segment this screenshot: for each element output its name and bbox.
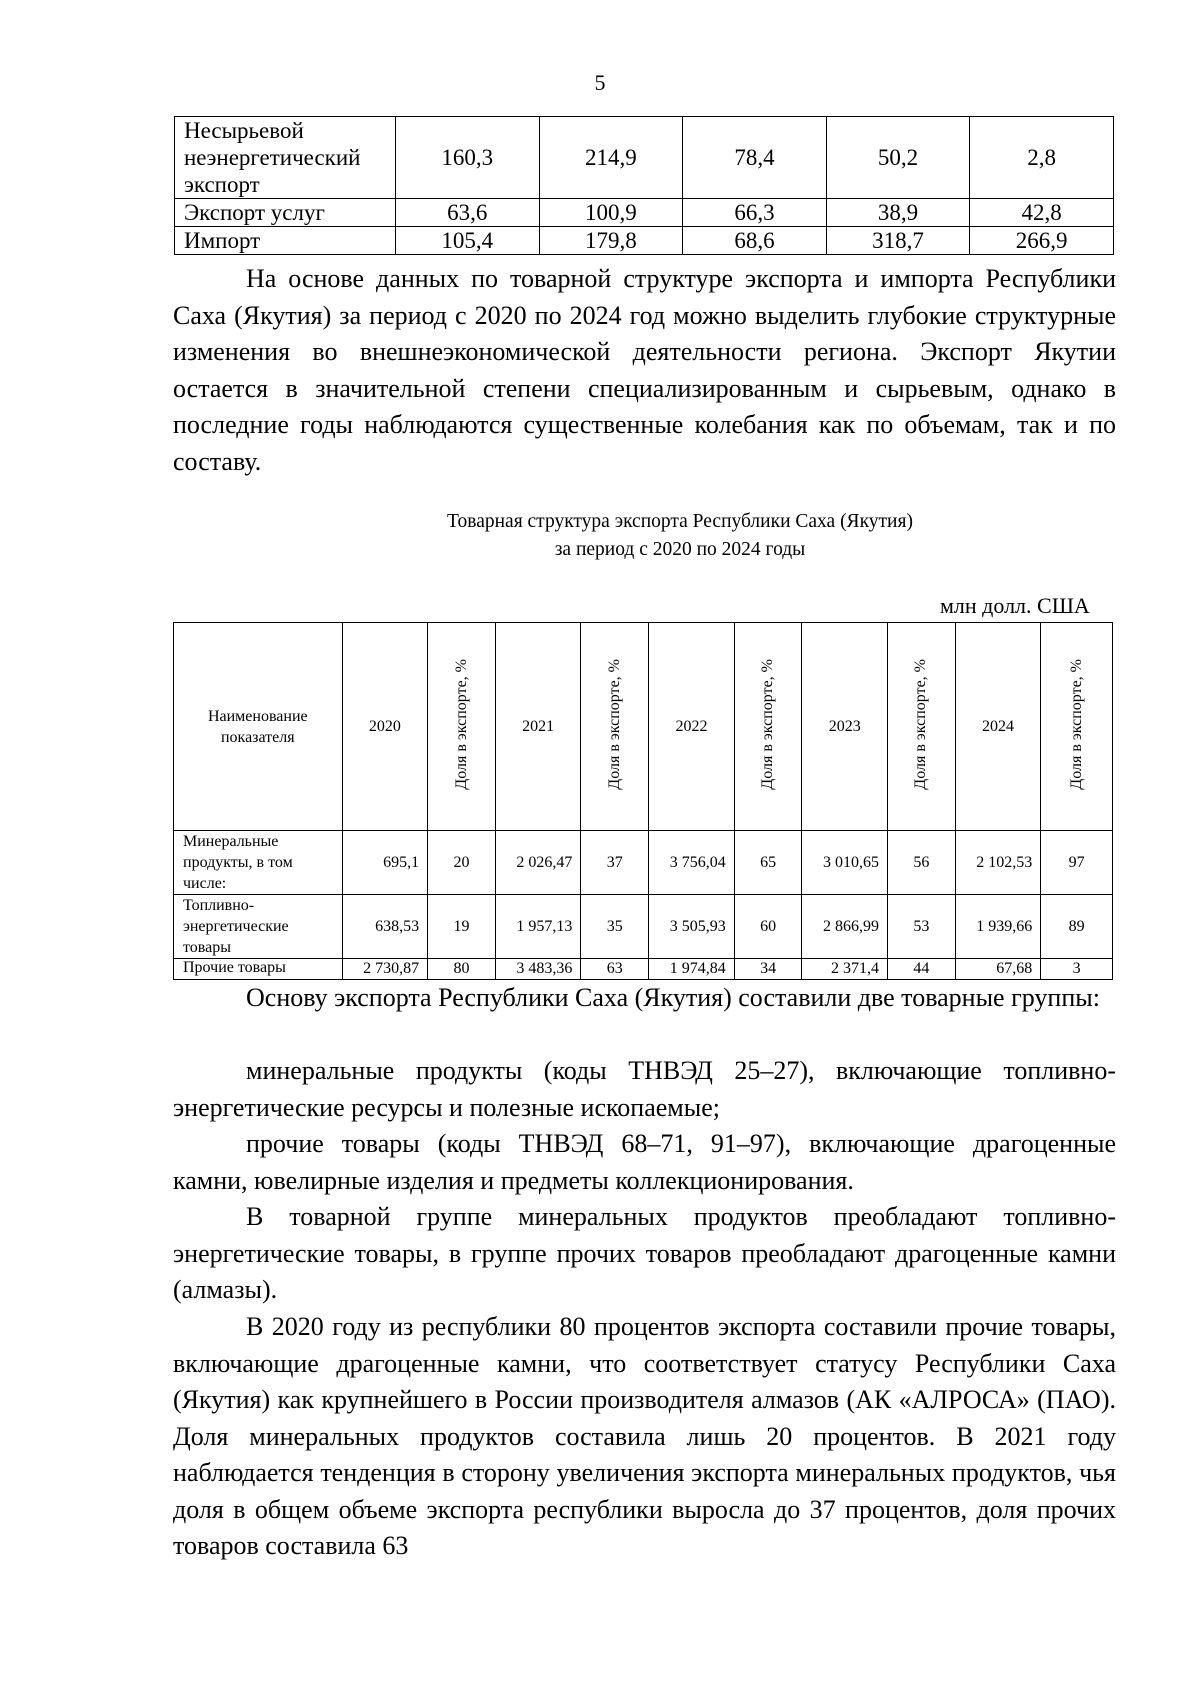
table-caption-line: Товарная структура экспорта Республики Саха (Якутия) [447, 511, 913, 532]
table-cell: 67,68 [955, 959, 1041, 980]
table-row [175, 199, 1114, 227]
table-cell: 2 026,47 [495, 831, 581, 895]
units-label: млн долл. США [940, 593, 1090, 618]
table-cell: 50,2 [826, 117, 970, 199]
table-row [175, 227, 1114, 255]
paragraph: На основе данных по товарной структуре экспорта и импорта Республики Саха (Якутия) за период с 2020 по 2024 год можно выделить глубокие структурные изменения во внешнеэкономической деятельности региона. Экспорт Якутии остается в значительной степени специализированным и сырьевым, однако в последние годы наблюдаются существенные колебания как по объемам, так и по составу. [173, 264, 1116, 476]
table-cell: 160,3 [395, 117, 539, 199]
table-cell: 44 [888, 959, 956, 980]
table-cell: 3 505,93 [649, 895, 735, 959]
paragraph: В товарной группе минеральных продуктов преобладают топливно-энергетические товары, в группе прочих товаров преобладают драгоценные камни (алмазы). [173, 1202, 1116, 1304]
page-number: 5 [594, 70, 606, 95]
table-cell: 105,4 [395, 227, 539, 255]
table-cell: 42,8 [970, 199, 1114, 227]
table-cell: 37 [581, 831, 649, 895]
table-cell: 68,6 [683, 227, 827, 255]
table-cell: 34 [734, 959, 802, 980]
table-cell: 2 730,87 [342, 959, 428, 980]
table-cell: 38,9 [826, 199, 970, 227]
table-row [174, 959, 1113, 980]
export-structure-table [173, 622, 1113, 980]
table-cell: 266,9 [970, 227, 1114, 255]
row-label: Топливно- энергетические товары [174, 895, 343, 959]
table-cell: 60 [734, 895, 802, 959]
row-label: Импорт [175, 227, 396, 255]
header-share: Доля в экспорте, % [428, 623, 496, 831]
table-cell: 695,1 [342, 831, 428, 895]
table-cell: 20 [428, 831, 496, 895]
table-cell: 1 957,13 [495, 895, 581, 959]
table-cell: 638,53 [342, 895, 428, 959]
table-cell: 66,3 [683, 199, 827, 227]
list-item: минеральные продукты (коды ТНВЭД 25–27), включающие топливно-энергетические ресурсы и полезные ископаемые; [173, 1056, 1116, 1122]
table-cell: 89 [1041, 895, 1113, 959]
top-table [174, 116, 1114, 255]
table-cell: 35 [581, 895, 649, 959]
table-cell: 97 [1041, 831, 1113, 895]
row-label: Минеральные продукты, в том числе: [174, 831, 343, 895]
row-label: Прочие товары [174, 959, 343, 980]
table-row [174, 895, 1113, 959]
header-year: 2020 [342, 623, 428, 831]
table-cell: 56 [888, 831, 956, 895]
table-cell: 65 [734, 831, 802, 895]
table-cell: 179,8 [539, 227, 683, 255]
header-share: Доля в экспорте, % [581, 623, 649, 831]
table-cell: 2 371,4 [802, 959, 888, 980]
header-share: Доля в экспорте, % [1041, 623, 1113, 831]
table-cell: 318,7 [826, 227, 970, 255]
header-year: 2022 [649, 623, 735, 831]
header-year: 2021 [495, 623, 581, 831]
table-cell: 3 483,36 [495, 959, 581, 980]
header-share: Доля в экспорте, % [888, 623, 956, 831]
table-row [175, 117, 1114, 199]
table-caption-line: за период с 2020 по 2024 годы [554, 539, 806, 560]
table-cell: 80 [428, 959, 496, 980]
table-cell: 2,8 [970, 117, 1114, 199]
header-year: 2023 [802, 623, 888, 831]
table-cell: 1 974,84 [649, 959, 735, 980]
table-cell: 63 [581, 959, 649, 980]
paragraph: В 2020 году из республики 80 процентов экспорта составили прочие товары, включающие драгоценные камни, что соответствует статусу Республики Саха (Якутия) как крупнейшего в России производителя алмазов (АК «АЛРОСА» (ПАО). Доля минеральных продуктов составила лишь 20 процентов. В 2021 году наблюдается тенденция в сторону увеличения экспорта минеральных продуктов, чья доля в общем объеме экспорта республики выросла до 37 процентов, доля прочих товаров составила 63 [173, 1312, 1116, 1560]
table-cell: 2 866,99 [802, 895, 888, 959]
table-cell: 3 [1041, 959, 1113, 980]
table-cell: 78,4 [683, 117, 827, 199]
paragraph: Основу экспорта Республики Саха (Якутия) составили две товарные группы: [246, 983, 1100, 1012]
table-cell: 100,9 [539, 199, 683, 227]
header-name: Наименование показателя [174, 623, 343, 831]
header-year: 2024 [955, 623, 1041, 831]
list-item: прочие товары (коды ТНВЭД 68–71, 91–97), включающие драгоценные камни, ювелирные изделия и предметы коллекционирования. [173, 1129, 1116, 1195]
row-label: Несырьевой неэнергетический экспорт [175, 117, 396, 199]
table-cell: 53 [888, 895, 956, 959]
table-cell: 214,9 [539, 117, 683, 199]
table-cell: 2 102,53 [955, 831, 1041, 895]
table-cell: 63,6 [395, 199, 539, 227]
table-row [174, 831, 1113, 895]
table-cell: 1 939,66 [955, 895, 1041, 959]
table-cell: 19 [428, 895, 496, 959]
table-header-row [174, 623, 1113, 831]
row-label: Экспорт услуг [175, 199, 396, 227]
table-cell: 3 010,65 [802, 831, 888, 895]
header-share: Доля в экспорте, % [734, 623, 802, 831]
table-cell: 3 756,04 [649, 831, 735, 895]
